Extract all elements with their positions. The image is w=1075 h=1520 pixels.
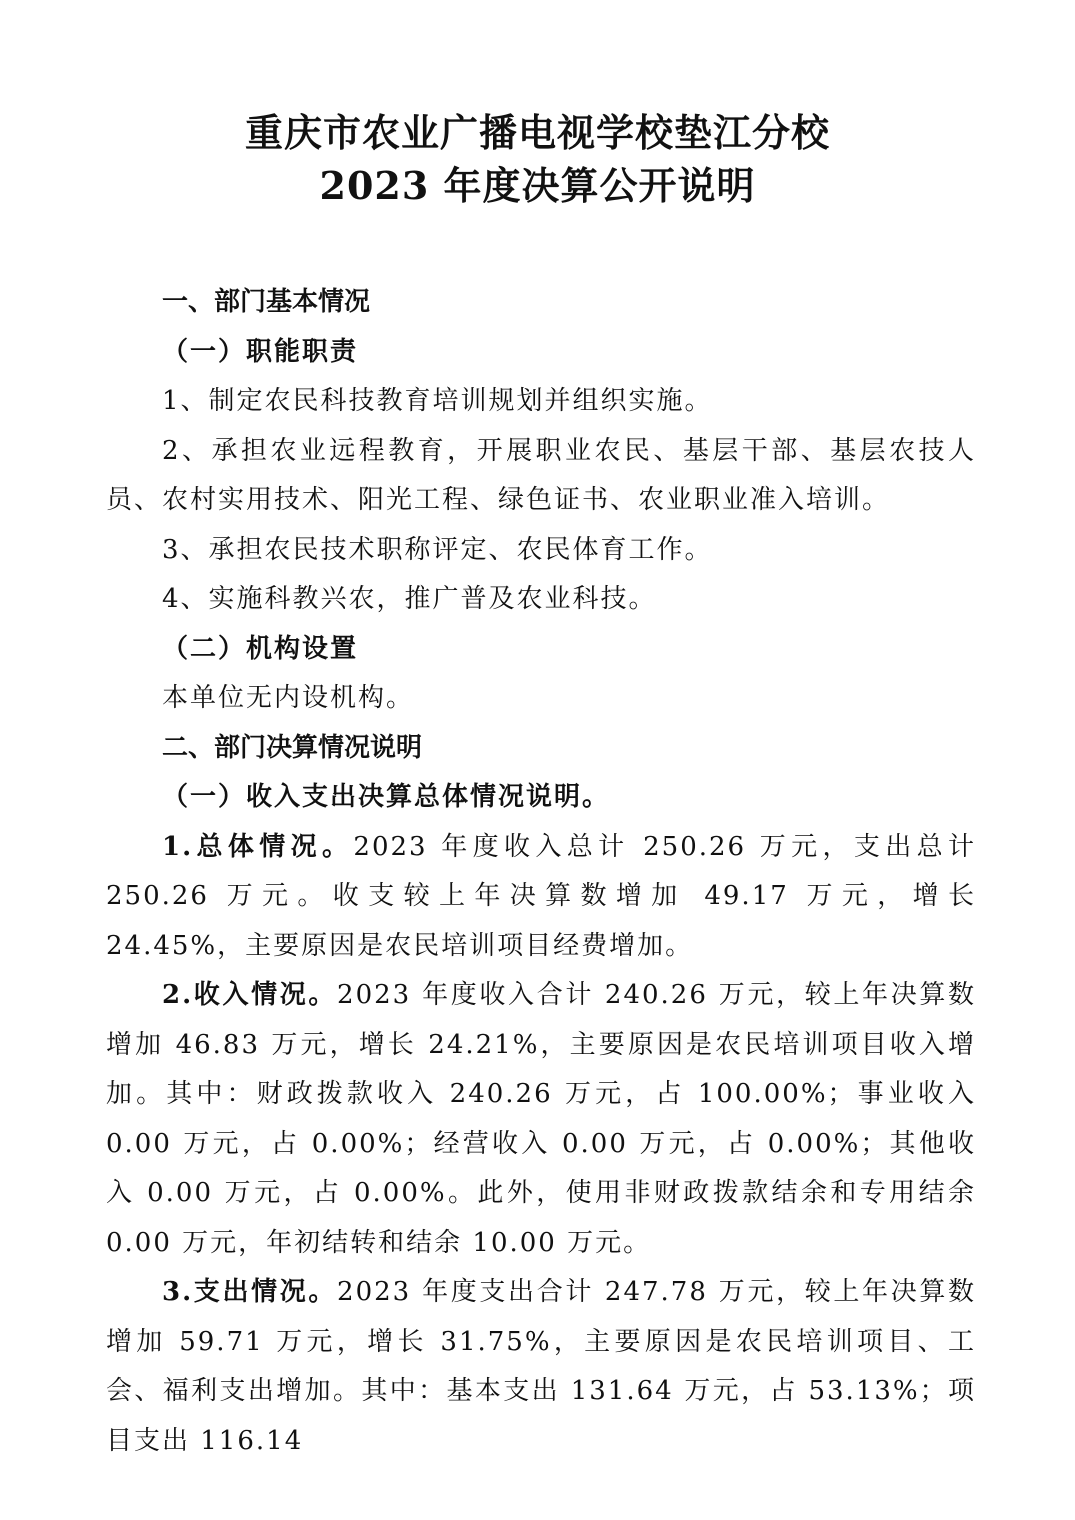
paragraph-expenditure-lead: 3.支出情况。 [162, 1277, 338, 1307]
paragraph-income [106, 971, 976, 1268]
subsection-heading-organization: （二）机构设置 [162, 633, 359, 664]
duty-item-3: 3、承担农民技术职称评定、农民体育工作。 [162, 534, 713, 565]
paragraph-overall-text: 2023 年度收入总计 250.26 万元，支出总计 250.26 万元。收支较上年决算数增加 49.17 万元，增长 24.45%，主要原因是农民培训项目经费增加。 [106, 831, 976, 961]
subsection-heading-duties: （一）职能职责 [162, 336, 359, 367]
document-title-line1: 重庆市农业广播电视学校垫江分校 [244, 110, 830, 155]
document-title-line2: 2023 年度决算公开说明 [319, 163, 756, 208]
section-heading-basic-info: 一、部门基本情况 [162, 287, 371, 317]
section-heading-final-accounts: 二、部门决算情况说明 [162, 732, 423, 763]
paragraph-overall-lead: 1.总体情况。 [162, 831, 354, 862]
duty-item-2: 2、承担农业远程教育，开展职业农民、基层干部、基层农技人员、农村实用技术、阳光工程、绿色证书、农业职业准入培训。 [106, 435, 976, 515]
document-body [106, 278, 976, 1466]
organization-text: 本单位无内设机构。 [162, 683, 415, 713]
duty-item-4: 4、实施科教兴农，推广普及农业科技。 [162, 584, 657, 614]
paragraph-expenditure [106, 1268, 976, 1466]
subsection-heading-overall: （一）收入支出决算总体情况说明。 [162, 782, 611, 812]
duty-item-1: 1、制定农民科技教育培训规划并组织实施。 [162, 386, 713, 416]
paragraph-income-lead: 2.收入情况。 [162, 980, 338, 1010]
paragraph-expenditure-text: 2023 年度支出合计 247.78 万元，较上年决算数增加 59.71 万元，增长 31.75%，主要原因是农民培训项目、工会、福利支出增加。其中：基本支出 131.64 万元，占 53.13%；项目支出 116.14 [106, 1277, 976, 1456]
paragraph-overall [106, 823, 976, 972]
paragraph-income-text: 2023 年度收入合计 240.26 万元，较上年决算数增加 46.83 万元，增长 24.21%，主要原因是农民培训项目收入增加。其中：财政拨款收入 240.26 万元，占 100.00%；事业收入 0.00 万元，占 0.00%；经营收入 0.00 万元，占 0.00%；其他收入 0.00 万元，占 0.00%。此外，使用非财政拨款结余和专用结余 0.00 万元，年初结转和结余 10.00 万元。 [106, 980, 976, 1258]
